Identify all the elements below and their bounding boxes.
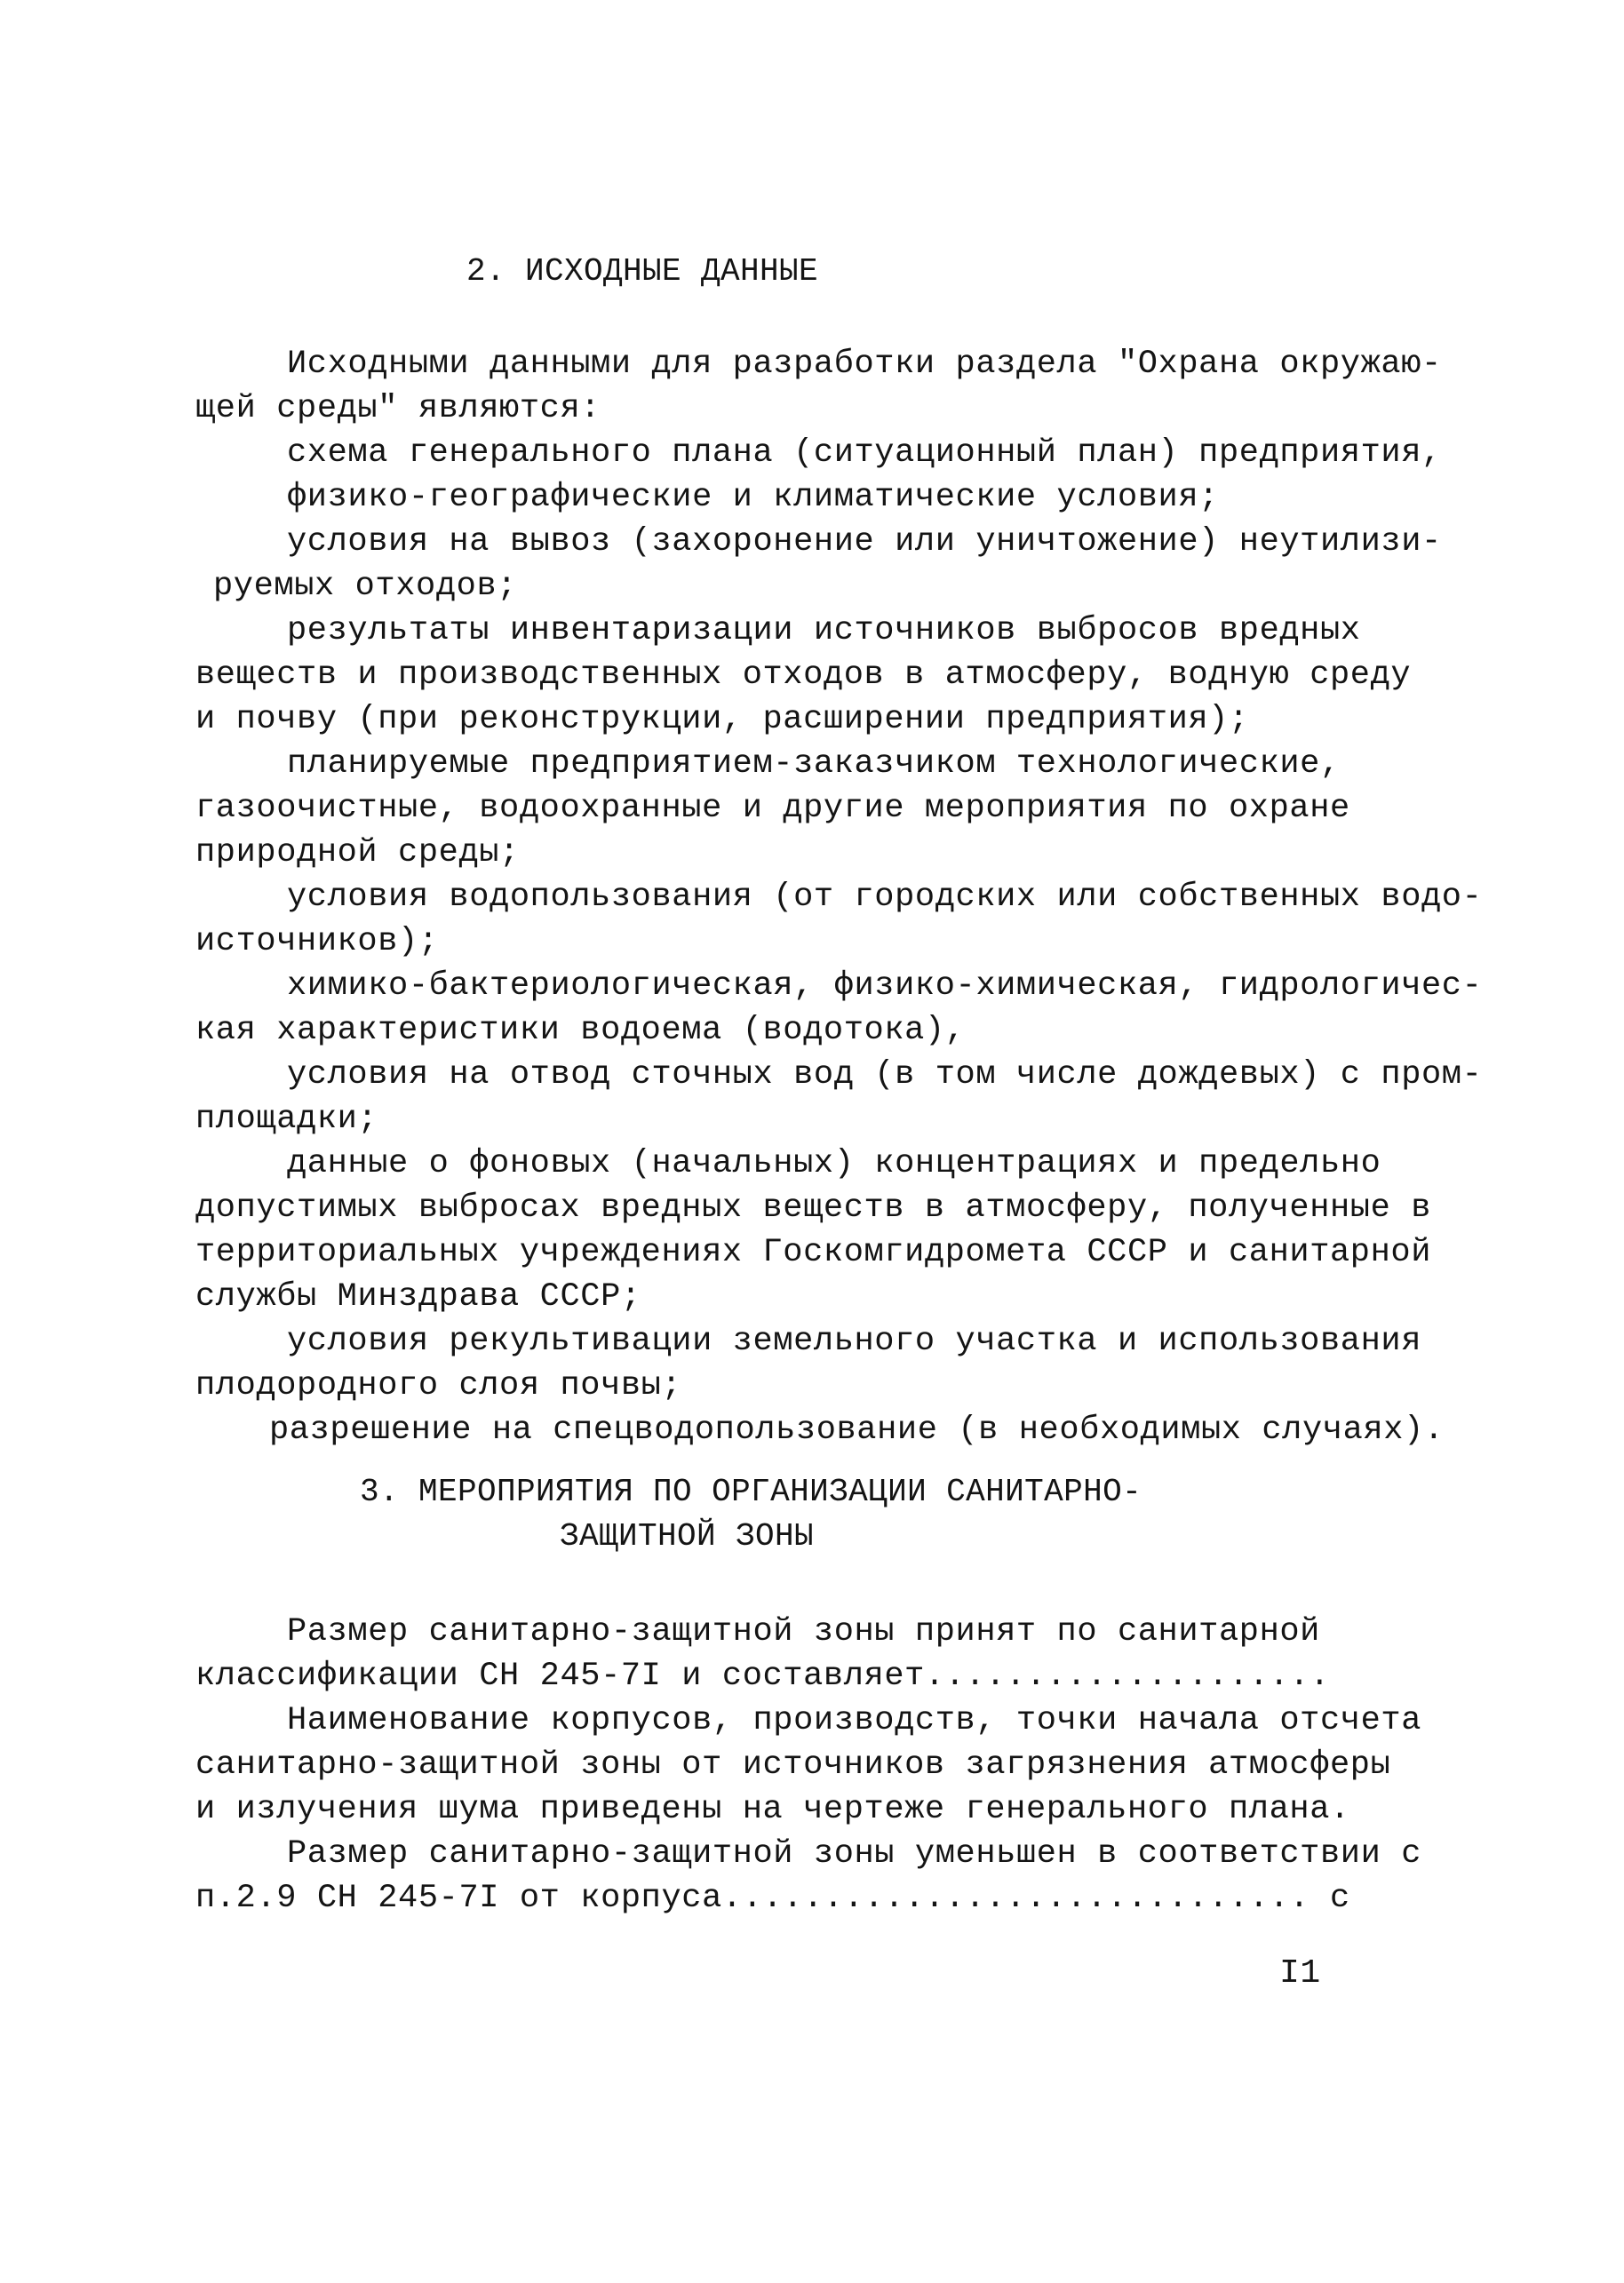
paragraph-line: допустимых выбросах вредных веществ в атмосферу, полученные в: [195, 1189, 1432, 1227]
paragraph-line: данные о фоновых (начальных) концентрациях и предельно: [287, 1145, 1381, 1182]
paragraph-line: руемых отходов;: [213, 568, 518, 605]
paragraph-line: Наименование корпусов, производств, точки начала отсчета: [287, 1702, 1422, 1739]
paragraph-line: плодородного слоя почвы;: [195, 1367, 682, 1404]
paragraph-line: условия на вывоз (захоронение или уничтожение) неутилизи-: [287, 523, 1442, 561]
paragraph-line: Исходными данными для разработки раздела "Охрана окружаю-: [287, 346, 1442, 383]
section-2-title: 2. ИСХОДНЫЕ ДАННЫЕ: [466, 253, 819, 290]
paragraph-line: условия водопользования (от городских или собственных водо-: [287, 879, 1483, 916]
paragraph-line: газоочистные, водоохранные и другие мероприятия по охране: [195, 790, 1350, 827]
paragraph-line: условия на отвод сточных вод (в том числе дождевых) с пром-: [287, 1056, 1483, 1094]
paragraph-line: физико-географические и климатические условия;: [287, 479, 1219, 516]
paragraph-line: источников);: [195, 923, 439, 960]
paragraph-line: природной среды;: [195, 834, 520, 871]
paragraph-line: службы Минздрава СССР;: [195, 1278, 641, 1316]
paragraph-line: схема генерального плана (ситуационный план) предприятия,: [287, 434, 1442, 472]
paragraph-line: химико-бактериологическая, физико-химическая, гидрологичес-: [287, 967, 1483, 1005]
paragraph-line: щей среды" являются:: [195, 390, 601, 427]
paragraph-line: территориальных учреждениях Госкомгидромета СССР и санитарной: [195, 1234, 1432, 1271]
paragraph-line: планируемые предприятием-заказчиком технологические,: [287, 745, 1341, 783]
paragraph-line: классификации СН 245-7I и составляет....................: [195, 1658, 1331, 1695]
paragraph-line: площадки;: [195, 1101, 378, 1138]
page-number: I1: [1279, 1954, 1321, 1993]
paragraph-line: Размер санитарно-защитной зоны принят по санитарной: [287, 1613, 1320, 1651]
section-3-title-line-2: ЗАЩИТНОЙ ЗОНЫ: [560, 1518, 815, 1555]
section-3-title-line-1: 3. МЕРОПРИЯТИЯ ПО ОРГАНИЗАЦИИ САНИТАРНО-: [360, 1474, 1142, 1510]
paragraph-line: и почву (при реконструкции, расширении предприятия);: [195, 701, 1249, 738]
paragraph-line: и излучения шума приведены на чертеже генерального плана.: [195, 1791, 1350, 1828]
paragraph-line: кая характеристики водоема (водотока),: [195, 1012, 966, 1049]
paragraph-line: п.2.9 СН 245-7I от корпуса............................. с: [195, 1880, 1350, 1917]
paragraph-line: разрешение на спецводопользование (в необходимых случаях).: [269, 1412, 1445, 1449]
paragraph-line: Размер санитарно-защитной зоны уменьшен в соответствии с: [287, 1835, 1422, 1873]
paragraph-line: результаты инвентаризации источников выбросов вредных: [287, 612, 1361, 649]
paragraph-line: условия рекультивации земельного участка и использования: [287, 1323, 1422, 1360]
paragraph-line: санитарно-защитной зоны от источников загрязнения атмосферы: [195, 1746, 1391, 1784]
paragraph-line: веществ и производственных отходов в атмосферу, водную среду: [195, 656, 1412, 694]
